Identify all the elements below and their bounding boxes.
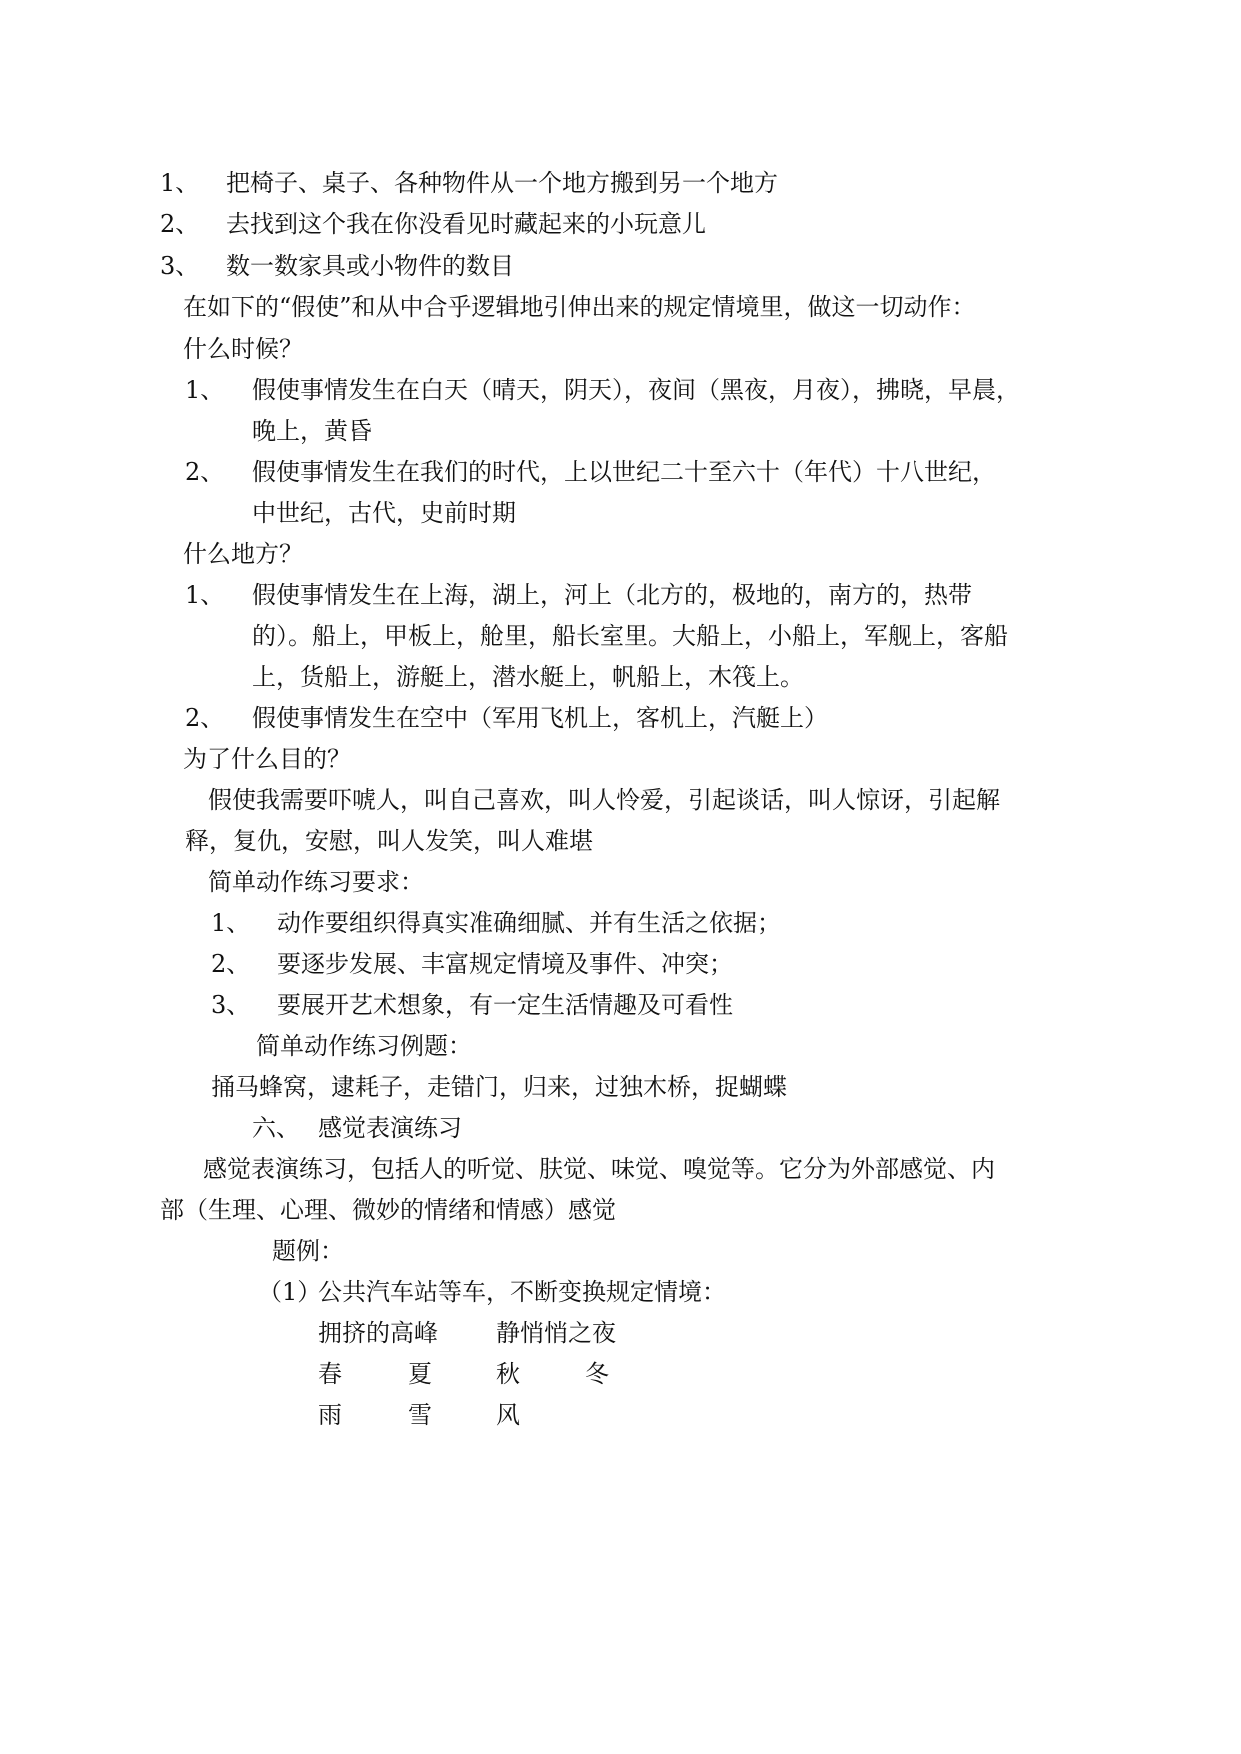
section6-num: 六、 bbox=[252, 1114, 300, 1142]
section6-title: 感觉表演练习 bbox=[318, 1114, 462, 1142]
req-text-1: 动作要组织得真实准确细腻、并有生活之依据； bbox=[277, 909, 781, 937]
list1-text-3: 数一数家具或小物件的数目 bbox=[226, 252, 514, 280]
where-num-2: 2、 bbox=[185, 704, 225, 732]
req-num-1: 1、 bbox=[211, 909, 251, 937]
purpose-heading: 为了什么目的？ bbox=[183, 745, 351, 773]
grid-cell: 春 bbox=[318, 1360, 342, 1388]
task-item-num: （1） bbox=[258, 1278, 322, 1306]
grid-cell: 夏 bbox=[408, 1360, 432, 1388]
grid-cell: 雪 bbox=[408, 1401, 432, 1429]
requirements-heading: 简单动作练习要求： bbox=[208, 868, 424, 896]
examples-text: 捅马蜂窝，逮耗子，走错门，归来，过独木桥，捉蝴蝶 bbox=[211, 1073, 787, 1101]
intro-paragraph: 在如下的“假使”和从中合乎逻辑地引伸出来的规定情境里，做这一切动作： bbox=[183, 293, 976, 321]
task-item-text: 公共汽车站等车，不断变换规定情境： bbox=[318, 1278, 726, 1306]
when-text-2b: 中世纪，古代，史前时期 bbox=[252, 499, 516, 527]
when-heading: 什么时候？ bbox=[183, 335, 303, 363]
req-text-2: 要逐步发展、丰富规定情境及事件、冲突； bbox=[277, 950, 733, 978]
when-num-1: 1、 bbox=[185, 376, 225, 404]
task-heading: 题例： bbox=[272, 1237, 344, 1265]
sensory-line-1: 感觉表演练习，包括人的听觉、肤觉、味觉、嗅觉等。它分为外部感觉、内 bbox=[203, 1155, 995, 1183]
sensory-line-2: 部（生理、心理、微妙的情绪和情感）感觉 bbox=[160, 1196, 616, 1224]
grid-cell: 静悄悄之夜 bbox=[496, 1319, 616, 1347]
when-text-2a: 假使事情发生在我们的时代，上以世纪二十至六十（年代）十八世纪， bbox=[252, 458, 996, 486]
list1-text-1: 把椅子、桌子、各种物件从一个地方搬到另一个地方 bbox=[226, 169, 778, 197]
where-text-1a: 假使事情发生在上海，湖上，河上（北方的，极地的，南方的，热带 bbox=[252, 581, 972, 609]
grid-cell: 秋 bbox=[496, 1360, 520, 1388]
when-text-1a: 假使事情发生在白天（晴天，阴天），夜间（黑夜，月夜），拂晓，早晨， bbox=[252, 376, 1020, 404]
purpose-line-1: 假使我需要吓唬人，叫自己喜欢，叫人怜爱，引起谈话，叫人惊讶，引起解 bbox=[208, 786, 1000, 814]
purpose-line-2: 释，复仇，安慰，叫人发笑，叫人难堪 bbox=[185, 827, 593, 855]
req-num-3: 3、 bbox=[211, 991, 251, 1019]
req-num-2: 2、 bbox=[211, 950, 251, 978]
grid-cell: 风 bbox=[496, 1401, 520, 1429]
grid-cell: 雨 bbox=[318, 1401, 342, 1429]
where-heading: 什么地方？ bbox=[183, 540, 303, 568]
where-text-1b: 的）。船上，甲板上，舱里，船长室里。大船上，小船上，军舰上，客船 bbox=[252, 622, 1008, 650]
examples-heading: 简单动作练习例题： bbox=[256, 1032, 472, 1060]
where-text-1c: 上，货船上，游艇上，潜水艇上，帆船上，木筏上。 bbox=[252, 663, 804, 691]
when-text-1b: 晚上，黄昏 bbox=[252, 417, 372, 445]
grid-cell: 拥挤的高峰 bbox=[318, 1319, 438, 1347]
list1-text-2: 去找到这个我在你没看见时藏起来的小玩意儿 bbox=[226, 210, 706, 238]
list1-num-2: 2、 bbox=[160, 210, 200, 238]
when-num-2: 2、 bbox=[185, 458, 225, 486]
list1-num-3: 3、 bbox=[160, 252, 200, 280]
req-text-3: 要展开艺术想象，有一定生活情趣及可看性 bbox=[277, 991, 733, 1019]
where-text-2: 假使事情发生在空中（军用飞机上，客机上，汽艇上） bbox=[252, 704, 828, 732]
grid-cell: 冬 bbox=[585, 1360, 609, 1388]
where-num-1: 1、 bbox=[185, 581, 225, 609]
list1-num-1: 1、 bbox=[160, 169, 200, 197]
